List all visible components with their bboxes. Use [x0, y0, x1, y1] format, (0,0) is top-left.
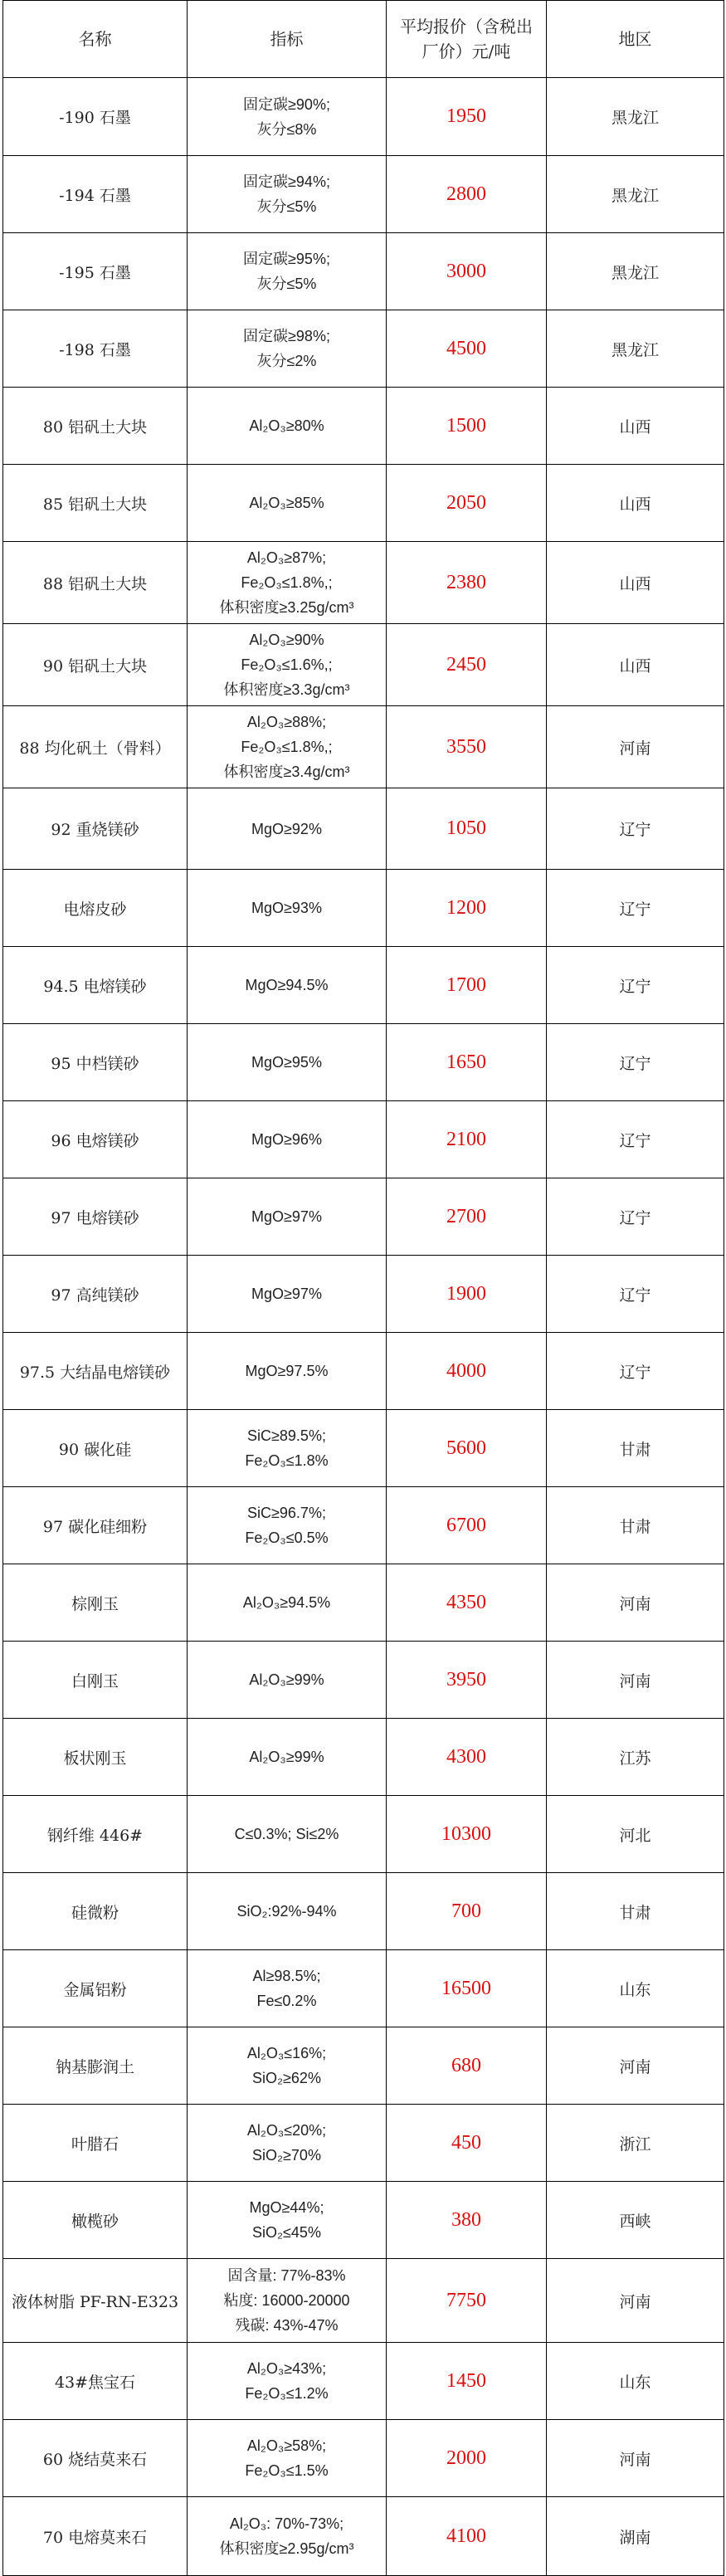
cell-price: 2050 [387, 465, 547, 542]
cell-name: 94.5 电熔镁砂 [3, 947, 188, 1024]
cell-name: 板状刚玉 [3, 1719, 188, 1796]
cell-price: 1900 [387, 1256, 547, 1333]
cell-region: 山西 [547, 465, 724, 542]
cell-region: 黑龙江 [547, 233, 724, 310]
spec-line: Fe₂O₃≤1.8%,; [241, 739, 333, 755]
table-row [3, 947, 724, 1024]
cell-spec [188, 1487, 387, 1564]
table-row [3, 624, 724, 706]
cell-region: 辽宁 [547, 947, 724, 1024]
cell-price: 4350 [387, 1564, 547, 1642]
cell-price: 450 [387, 2105, 547, 2182]
cell-price: 1650 [387, 1024, 547, 1101]
spec-line: 灰分≤8% [256, 120, 317, 138]
cell-region: 辽宁 [547, 788, 724, 870]
spec-line: SiO₂≥62% [252, 2070, 321, 2086]
table-row [3, 1642, 724, 1719]
cell-price: 2800 [387, 156, 547, 233]
cell-name: -194 石墨 [3, 156, 188, 233]
cell-name: 90 碳化硅 [3, 1410, 188, 1487]
cell-spec [188, 870, 387, 947]
cell-region: 江苏 [547, 1719, 724, 1796]
cell-spec [188, 2105, 387, 2182]
cell-spec [188, 1950, 387, 2027]
cell-spec [188, 2343, 387, 2420]
spec-line: Al₂O₃≥94.5% [242, 1594, 331, 1611]
cell-region: 浙江 [547, 2105, 724, 2182]
spec-line: Fe₂O₃≤1.6%,; [241, 656, 333, 673]
spec-line: Fe≤0.2% [256, 1993, 317, 2009]
table-row [3, 156, 724, 233]
header-price: 平均报价（含税出厂价）元/吨 [387, 1, 547, 78]
cell-price: 4300 [387, 1719, 547, 1796]
price-table-container [2, 0, 724, 2576]
cell-name: -198 石墨 [3, 310, 188, 388]
cell-name: 金属铝粉 [3, 1950, 188, 2027]
spec-line: C≤0.3%; Si≤2% [234, 1826, 339, 1842]
cell-spec [188, 2497, 387, 2576]
cell-price: 2380 [387, 542, 547, 624]
spec-line: MgO≥44%; [249, 2199, 324, 2216]
table-row [3, 1333, 724, 1410]
table-row [3, 1410, 724, 1487]
cell-region: 山东 [547, 2343, 724, 2420]
table-row [3, 78, 724, 156]
table-row [3, 788, 724, 870]
cell-name: 96 电熔镁砂 [3, 1101, 188, 1178]
cell-price: 4500 [387, 310, 547, 388]
cell-spec [188, 1333, 387, 1410]
cell-region: 河北 [547, 1796, 724, 1873]
cell-spec [188, 465, 387, 542]
cell-price: 5600 [387, 1410, 547, 1487]
table-row [3, 1796, 724, 1873]
table-header-row [3, 1, 724, 78]
cell-spec [188, 310, 387, 388]
cell-spec [188, 1178, 387, 1256]
spec-line: 残碳: 43%-47% [235, 2317, 339, 2334]
cell-region: 河南 [547, 706, 724, 788]
spec-line: 体积密度≥2.95g/cm³ [219, 2540, 354, 2557]
spec-line: Fe₂O₃≤1.8% [245, 1452, 329, 1469]
cell-spec [188, 1024, 387, 1101]
table-row [3, 1101, 724, 1178]
cell-region: 甘肃 [547, 1487, 724, 1564]
cell-region: 河南 [547, 2259, 724, 2343]
cell-price: 1450 [387, 2343, 547, 2420]
cell-region: 山西 [547, 388, 724, 465]
cell-spec [188, 156, 387, 233]
table-row [3, 2105, 724, 2182]
cell-price: 4000 [387, 1333, 547, 1410]
table-row [3, 870, 724, 947]
cell-spec [188, 2027, 387, 2105]
spec-line: 体积密度≥3.4g/cm³ [223, 764, 350, 780]
cell-region: 辽宁 [547, 1256, 724, 1333]
cell-region: 辽宁 [547, 1101, 724, 1178]
table-row [3, 542, 724, 624]
spec-line: Al₂O₃≥43%; [246, 2360, 327, 2377]
spec-line: MgO≥97.5% [245, 1363, 329, 1379]
spec-line: MgO≥97% [251, 1286, 322, 1302]
cell-region: 河南 [547, 2420, 724, 2497]
table-row [3, 1487, 724, 1564]
cell-region: 辽宁 [547, 1178, 724, 1256]
spec-line: Al₂O₃≥85% [249, 495, 324, 511]
cell-price: 10300 [387, 1796, 547, 1873]
cell-spec [188, 2182, 387, 2259]
table-row [3, 1873, 724, 1950]
table-row [3, 2497, 724, 2576]
cell-name: 电熔皮砂 [3, 870, 188, 947]
cell-spec [188, 2420, 387, 2497]
cell-spec [188, 542, 387, 624]
cell-name: -190 石墨 [3, 78, 188, 156]
spec-line: 固定碳≥90%; [243, 95, 330, 113]
cell-spec [188, 788, 387, 870]
cell-spec [188, 78, 387, 156]
spec-line: Al₂O₃≥88%; [246, 714, 327, 730]
spec-line: Al₂O₃≥90% [249, 632, 324, 648]
cell-price: 4100 [387, 2497, 547, 2576]
spec-line: Al₂O₃≥87%; [246, 549, 327, 566]
cell-spec [188, 1642, 387, 1719]
cell-spec [188, 1719, 387, 1796]
cell-region: 黑龙江 [547, 310, 724, 388]
spec-line: Al₂O₃: 70%-73%; [229, 2515, 344, 2532]
spec-line: 固定碳≥98%; [243, 328, 330, 344]
table-row [3, 2420, 724, 2497]
header-name: 名称 [3, 1, 188, 78]
cell-price: 680 [387, 2027, 547, 2105]
cell-name: 60 烧结莫来石 [3, 2420, 188, 2497]
spec-line: MgO≥93% [251, 900, 322, 916]
cell-name: 80 铝矾土大块 [3, 388, 188, 465]
cell-region: 甘肃 [547, 1873, 724, 1950]
cell-price: 2000 [387, 2420, 547, 2497]
cell-region: 湖南 [547, 2497, 724, 2576]
cell-region: 山西 [547, 624, 724, 706]
cell-region: 辽宁 [547, 1024, 724, 1101]
cell-price: 1050 [387, 788, 547, 870]
spec-line: 体积密度≥3.25g/cm³ [219, 599, 354, 616]
spec-line: MgO≥92% [251, 820, 322, 837]
table-row [3, 1719, 724, 1796]
cell-price: 3550 [387, 706, 547, 788]
cell-price: 2450 [387, 624, 547, 706]
cell-name: 43#焦宝石 [3, 2343, 188, 2420]
table-row [3, 2182, 724, 2259]
spec-line: Al₂O₃≥80% [249, 417, 324, 434]
cell-price: 1700 [387, 947, 547, 1024]
cell-name: 92 重烧镁砂 [3, 788, 188, 870]
cell-price: 7750 [387, 2259, 547, 2343]
cell-name: 88 均化矾土（骨料） [3, 706, 188, 788]
cell-spec [188, 1410, 387, 1487]
table-row [3, 1024, 724, 1101]
table-row [3, 1564, 724, 1642]
spec-line: SiC≥96.7%; [247, 1505, 326, 1521]
table-row [3, 2259, 724, 2343]
spec-line: 灰分≤5% [256, 198, 317, 215]
header-region: 地区 [547, 1, 724, 78]
cell-spec [188, 388, 387, 465]
spec-line: Al₂O₃≤16%; [246, 2045, 327, 2061]
table-body [3, 78, 724, 2576]
cell-name: 硅微粉 [3, 1873, 188, 1950]
spec-line: 灰分≤5% [256, 276, 317, 292]
spec-line: MgO≥94.5% [245, 977, 329, 993]
spec-line: MgO≥96% [251, 1131, 322, 1148]
spec-line: 固定碳≥94%; [243, 173, 330, 190]
cell-spec [188, 1873, 387, 1950]
spec-line: 粘度: 16000-20000 [223, 2292, 350, 2309]
cell-region: 辽宁 [547, 1333, 724, 1410]
cell-name: 白刚玉 [3, 1642, 188, 1719]
cell-price: 1950 [387, 78, 547, 156]
table-row [3, 1950, 724, 2027]
cell-name: 97.5 大结晶电熔镁砂 [3, 1333, 188, 1410]
cell-region: 河南 [547, 2027, 724, 2105]
cell-region: 山西 [547, 542, 724, 624]
cell-price: 3950 [387, 1642, 547, 1719]
cell-spec [188, 233, 387, 310]
table-row [3, 388, 724, 465]
cell-name: 97 高纯镁砂 [3, 1256, 188, 1333]
cell-name: 88 铝矾土大块 [3, 542, 188, 624]
header-spec: 指标 [188, 1, 387, 78]
spec-line: Al₂O₃≥99% [249, 1749, 324, 1765]
cell-region: 河南 [547, 1642, 724, 1719]
spec-line: SiO₂:92%-94% [236, 1903, 337, 1920]
cell-spec [188, 947, 387, 1024]
spec-line: SiC≥89.5%; [247, 1427, 326, 1444]
cell-price: 16500 [387, 1950, 547, 2027]
cell-name: 97 电熔镁砂 [3, 1178, 188, 1256]
table-row [3, 706, 724, 788]
table-row [3, 465, 724, 542]
cell-name: 97 碳化硅细粉 [3, 1487, 188, 1564]
cell-price: 2700 [387, 1178, 547, 1256]
cell-price: 3000 [387, 233, 547, 310]
cell-region: 黑龙江 [547, 156, 724, 233]
cell-price: 6700 [387, 1487, 547, 1564]
cell-region: 黑龙江 [547, 78, 724, 156]
cell-spec [188, 706, 387, 788]
cell-price: 380 [387, 2182, 547, 2259]
cell-name: 90 铝矾土大块 [3, 624, 188, 706]
cell-name: -195 石墨 [3, 233, 188, 310]
spec-line: Fe₂O₃≤0.5% [245, 1530, 329, 1546]
cell-spec [188, 624, 387, 706]
cell-name: 70 电熔莫来石 [3, 2497, 188, 2576]
spec-line: Al₂O₃≥58%; [246, 2437, 327, 2454]
cell-price: 2100 [387, 1101, 547, 1178]
cell-spec [188, 1256, 387, 1333]
cell-spec [188, 2259, 387, 2343]
spec-line: SiO₂≥70% [252, 2147, 321, 2164]
spec-line: 固定碳≥95%; [243, 251, 330, 267]
spec-line: MgO≥95% [251, 1054, 322, 1071]
table-row [3, 310, 724, 388]
spec-line: MgO≥97% [251, 1208, 322, 1225]
spec-line: SiO₂≤45% [252, 2224, 321, 2241]
spec-line: Al₂O₃≥99% [249, 1671, 324, 1688]
table-row [3, 2027, 724, 2105]
cell-region: 山东 [547, 1950, 724, 2027]
spec-line: 体积密度≥3.3g/cm³ [223, 681, 350, 698]
table-row [3, 1256, 724, 1333]
cell-spec [188, 1796, 387, 1873]
cell-price: 1500 [387, 388, 547, 465]
cell-region: 河南 [547, 1564, 724, 1642]
cell-name: 棕刚玉 [3, 1564, 188, 1642]
cell-spec [188, 1564, 387, 1642]
cell-name: 叶腊石 [3, 2105, 188, 2182]
table-row [3, 1178, 724, 1256]
cell-name: 95 中档镁砂 [3, 1024, 188, 1101]
table-row [3, 233, 724, 310]
cell-name: 橄榄砂 [3, 2182, 188, 2259]
cell-name: 钢纤维 446# [3, 1796, 188, 1873]
spec-line: 固含量: 77%-83% [227, 2267, 346, 2284]
price-table [2, 0, 724, 2576]
spec-line: 灰分≤2% [256, 353, 317, 369]
spec-line: Fe₂O₃≤1.2% [245, 2385, 329, 2402]
spec-line: Al₂O₃≤20%; [246, 2122, 327, 2139]
cell-region: 西峡 [547, 2182, 724, 2259]
cell-name: 液体树脂 PF-RN-E323 [3, 2259, 188, 2343]
cell-region: 辽宁 [547, 870, 724, 947]
cell-name: 85 铝矾土大块 [3, 465, 188, 542]
table-row [3, 2343, 724, 2420]
spec-line: Fe₂O₃≤1.5% [245, 2462, 329, 2479]
cell-region: 甘肃 [547, 1410, 724, 1487]
spec-line: Al≥98.5%; [252, 1968, 321, 1984]
cell-price: 1200 [387, 870, 547, 947]
cell-spec [188, 1101, 387, 1178]
cell-name: 钠基膨润土 [3, 2027, 188, 2105]
cell-price: 700 [387, 1873, 547, 1950]
spec-line: Fe₂O₃≤1.8%,; [241, 574, 333, 591]
